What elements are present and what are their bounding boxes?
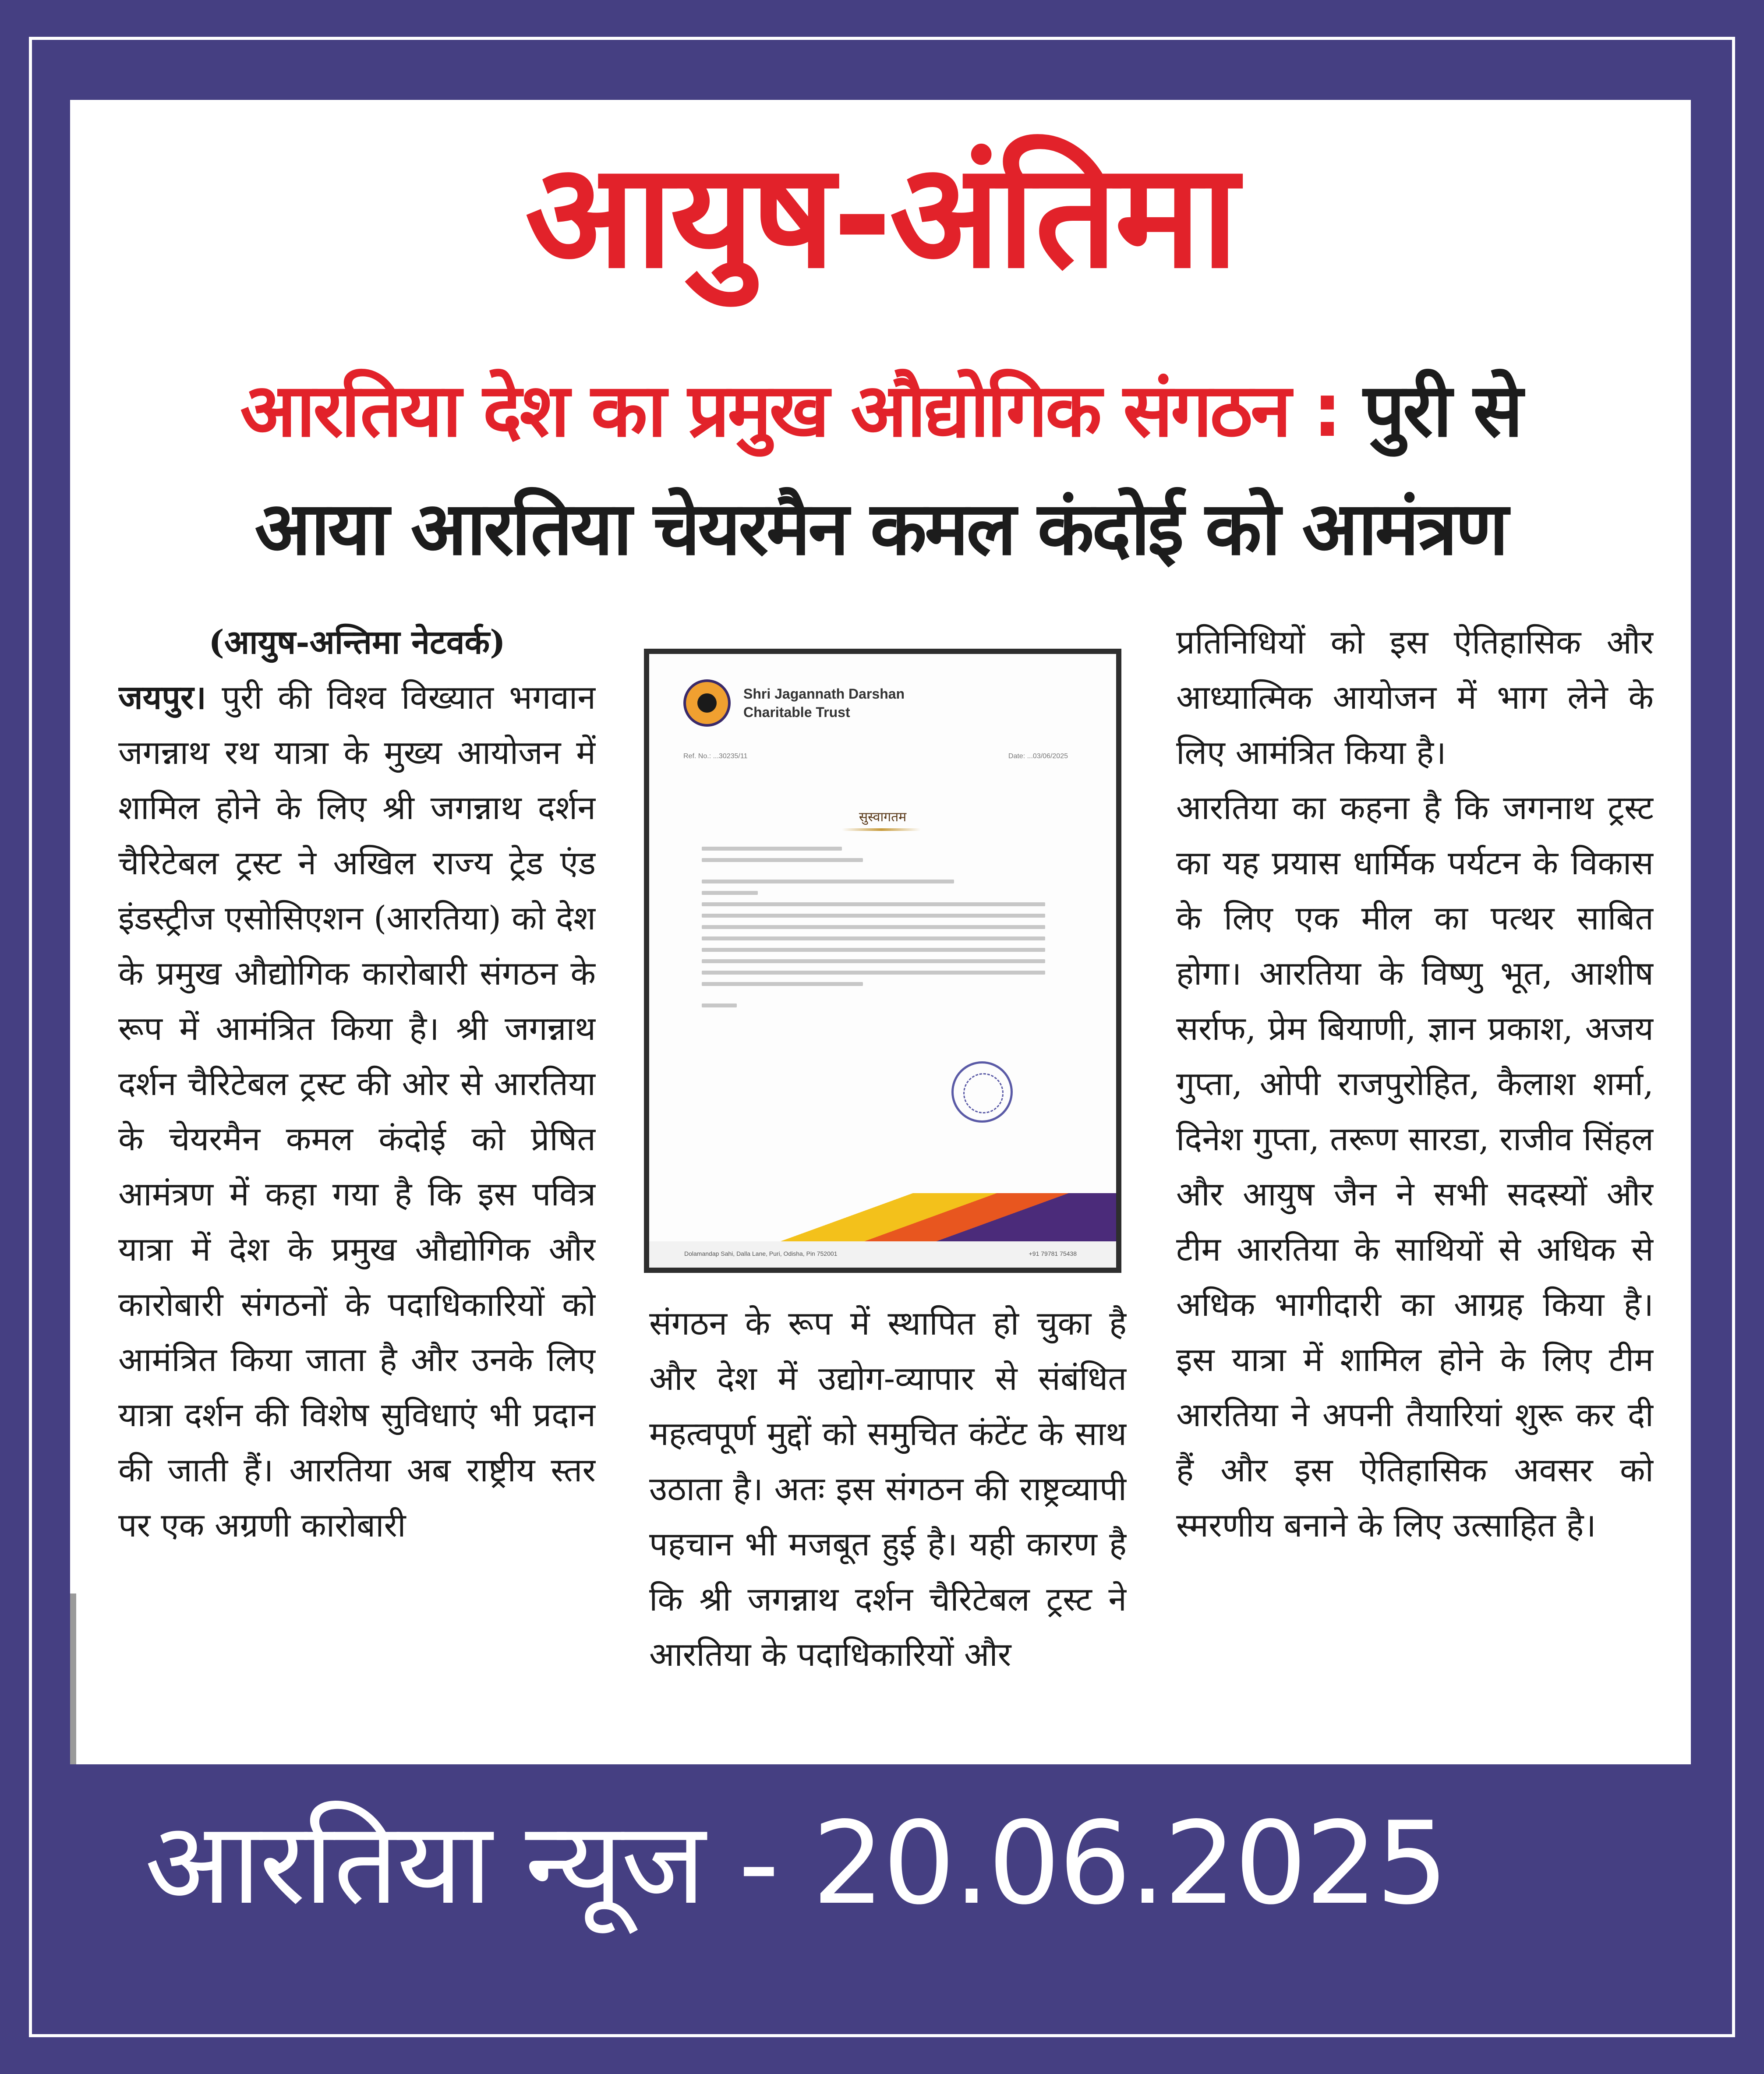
letter-trust-name-line-1: Shri Jagannath Darshan (743, 686, 905, 702)
headline-line-2: आया आरतिया चेयरमैन कमल कंदोई को आमंत्रण (255, 486, 1506, 572)
newspaper-masthead: आयुष-अंतिमा (525, 132, 1236, 300)
article-column-2-text: संगठन के रूप में स्थापित हो चुका है और देश में उद्योग-व्यापार से संबंधित महत्वपूर्ण मुद्दों को समुचित कंटेंट के साथ उठाता है। अतः इस संगठन की राष्ट्रव्यापी पहचान भी मजबूत हुई है। यही कारण है कि श्री जगन्नाथ दर्शन चैरिटेबल ट्रस्ट ने आरतिया के पदाधिकारियों और (649, 1304, 1127, 1674)
headline-dark-part: पुरी से (1363, 367, 1521, 453)
trust-seal-icon (951, 1061, 1013, 1123)
invitation-letter-image (644, 649, 1121, 1273)
letter-footer-phone: +91 79781 75438 (1029, 1250, 1077, 1257)
headline-line-1 (131, 367, 1630, 453)
news-caption: आरतिया न्यूज - 20.06.2025 (145, 1798, 1447, 1930)
trust-logo-icon (683, 679, 731, 727)
letter-date: Date: ...03/06/2025 (1008, 753, 1068, 760)
letter-greeting: सुस्वागतम (859, 809, 907, 825)
article-place: जयपुर। (118, 678, 206, 717)
letter-body-text (702, 847, 1052, 1015)
headline-red-part: आरतिया देश का प्रमुख औद्योगिक संगठन : (240, 367, 1340, 453)
article-dateline: (आयुष-अन्तिमा नेटवर्क) (209, 623, 506, 661)
article-column-3-para-2: आरतिया का कहना है कि जगनाथ ट्रस्ट का यह प्रयास धार्मिक पर्यटन के विकास के लिए एक मील का पत्थर साबित होगा। आरतिया के विष्णु भूत, आशीष सर्राफ, प्रेम बियाणी, ज्ञान प्रकाश, अजय गुप्ता, ओपी राजपुरोहित, कैलाश शर्मा, दिनेश गुप्ता, तरूण सारडा, राजीव सिंहल और आयुष जैन ने सभी सदस्यों और टीम आरतिया के साथियों से अधिक से अधिक भागीदारी का आग्रह किया है। इस यात्रा में शामिल होने के लिए टीम आरतिया ने अपनी तैयारियां शुरू कर दी हैं और इस ऐतिहासिक अवसर को स्मरणीय बनाने के लिए उत्साहित है। (1176, 788, 1654, 1544)
clipping-edge-shadow (70, 1593, 76, 1764)
letter-footer-address: Dolamandap Sahi, Dalla Lane, Puri, Odisha, Pin 752001 (684, 1250, 838, 1257)
article-column-3 (1176, 615, 1654, 1745)
letter-footer-stripe (649, 1193, 1116, 1241)
letter-trust-name-line-2: Charitable Trust (743, 704, 850, 720)
article-column-3-para-1: प्रतिनिधियों को इस ऐतिहासिक और आध्यात्मिक आयोजन में भाग लेने के लिए आमंत्रित किया है। (1176, 623, 1654, 772)
article-column-1 (118, 615, 596, 1745)
letter-ref-no: Ref. No.: ...30235/11 (683, 753, 748, 760)
letter-footer (649, 1241, 1116, 1268)
article-column-2 (649, 1296, 1127, 1747)
letter-greeting-underline (842, 828, 921, 831)
letter-trust-name (743, 685, 905, 721)
newspaper-clipping (70, 100, 1691, 1764)
article-column-1-text: पुरी की विश्व विख्यात भगवान जगन्नाथ रथ यात्रा के मुख्य आयोजन में शामिल होने के लिए श्री जगन्नाथ दर्शन चैरिटेबल ट्रस्ट ने अखिल राज्य ट्रेड एंड इंडस्ट्रीज एसोसिएशन (आरतिया) को देश के प्रमुख औद्योगिक कारोबारी संगठन के रूप में आमंत्रित किया है। श्री जगन्नाथ दर्शन चैरिटेबल ट्रस्ट की ओर से आरतिया के चेयरमैन कमल कंदोई को प्रेषित आमंत्रण में कहा गया है कि इस पवित्र यात्रा में देश के प्रमुख औद्योगिक और कारोबारी संगठनों के पदाधिकारियों को आमंत्रित किया जाता है और उनके लिए यात्रा दर्शन की विशेष सुविधाएं भी प्रदान की जाती हैं। आरतिया अब राष्ट्रीय स्तर पर एक अग्रणी कारोबारी (118, 678, 596, 1544)
